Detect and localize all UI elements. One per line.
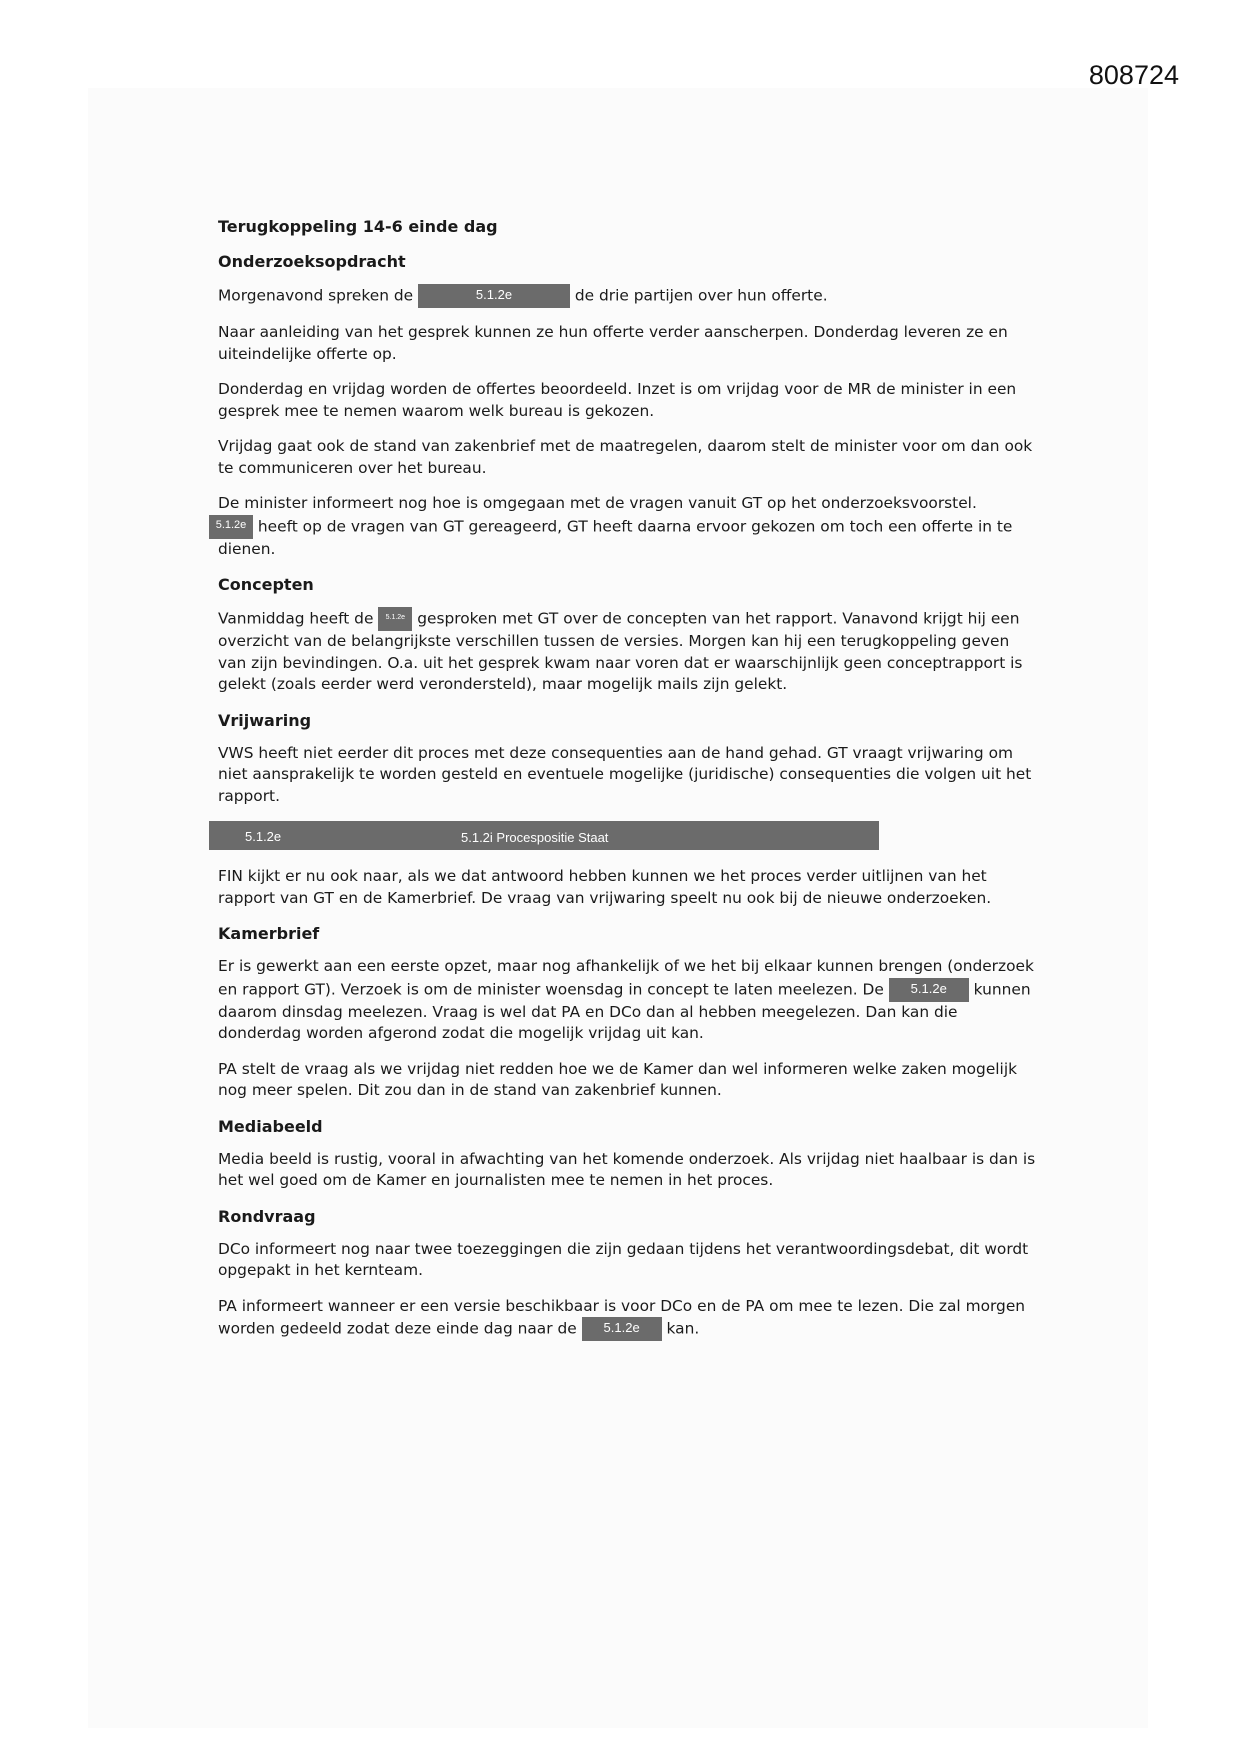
text: Morgenavond spreken de (218, 286, 414, 305)
text: de drie partijen over hun offerte. (574, 286, 828, 305)
heading-onderzoeksopdracht: Onderzoeksopdracht (218, 252, 406, 271)
paragraph (218, 956, 1038, 1045)
paragraph: VWS heeft niet eerder dit proces met deze consequenties aan de hand gehad. GT vraagt vrijwaring om niet aansprakelijk te worden gesteld en eventuele mogelijke (juridische) consequenties die volgen uit het rapport. (218, 743, 1032, 805)
paragraph: Donderdag en vrijdag worden de offertes beoordeeld. Inzet is om vrijdag voor de MR de minister in een gesprek mee te nemen waarom welk bureau is gekozen. (218, 380, 1017, 420)
paragraph: Naar aanleiding van het gesprek kunnen ze hun offerte verder aanscherpen. Donderdag leveren ze en uiteindelijke offerte op. (218, 323, 1008, 363)
paragraph (218, 607, 1038, 696)
paragraph: Media beeld is rustig, vooral in afwachting van het komende onderzoek. Als vrijdag niet haalbaar is dan is het wel goed om de Kamer en journalisten mee te nemen in het proces. (218, 1149, 1036, 1189)
heading-vrijwaring: Vrijwaring (218, 710, 312, 730)
paragraph (218, 284, 1038, 308)
heading-mediabeeld: Mediabeeld (218, 1116, 323, 1136)
text: Er is gewerkt aan een eerste opzet, maar nog afhankelijk of we het bij elkaar kunnen brengen (onderzoek en rapport GT). Verzoek is om de minister woensdag in concept te laten meelezen. De (218, 957, 1034, 998)
heading-kamerbrief: Kamerbrief (218, 924, 320, 943)
document-number: 808724 (1088, 60, 1179, 90)
text: kunnen daarom dinsdag meelezen. Vraag is wel dat PA en DCo dan al hebben meegelezen. Dan kan die donderdag worden afgerond zodat die mogelijk vrijdag uit kan. (218, 980, 1031, 1042)
redaction-block: 5.1.2e (889, 978, 969, 1002)
document-title: Terugkoppeling 14-6 einde dag (218, 217, 498, 236)
text: kan. (666, 1319, 700, 1338)
paragraph: PA stelt de vraag als we vrijdag niet redden hoe we de Kamer dan wel informeren welke zaken mogelijk nog meer spelen. Dit zou dan in de stand van zakenbrief kunnen. (218, 1059, 1018, 1099)
redaction-block: 5.1.2e (418, 284, 570, 308)
heading-concepten: Concepten (218, 575, 314, 594)
document-body (215, 216, 1038, 1355)
text: gesproken met GT over de concepten van het rapport. Vanavond krijgt hij een overzicht van de belangrijkste verschillen tussen de versies. Morgen kan hij een terugkoppeling geven van zijn bevindingen. O.a. uit het gesprek kwam naar voren dat er waarschijnlijk geen conceptrapport is gelekt (zoals eerder werd verondersteld), maar mogelijk mails zijn gelekt. (218, 609, 1023, 693)
redaction-block: 5.1.2e (209, 515, 253, 539)
heading-rondvraag: Rondvraag (218, 1206, 316, 1226)
redaction-bar (209, 821, 879, 850)
paragraph: Vrijdag gaat ook de stand van zakenbrief met de maatregelen, daarom stelt de minister voor om dan ook te communiceren over het bureau. (218, 437, 1033, 477)
redaction-block: 5.1.2e (378, 607, 412, 631)
redaction-block: 5.1.2e (582, 1317, 662, 1341)
text: PA informeert wanneer er een versie beschikbaar is voor DCo en de PA om mee te lezen. Die zal morgen worden gedeeld zodat deze einde dag naar de (218, 1296, 1026, 1338)
text: De minister informeert nog hoe is omgegaan met de vragen vanuit GT op het onderzoeksvoorstel. (218, 494, 977, 512)
text: Vanmiddag heeft de (218, 609, 374, 628)
paragraph (215, 493, 1038, 560)
redaction-label: 5.1.2e (245, 829, 282, 844)
text: heeft op de vragen van GT gereageerd, GT heeft daarna ervoor gekozen om toch een offerte in te dienen. (218, 517, 1013, 558)
paragraph (218, 1296, 1038, 1342)
redaction-label: 5.1.2i Procespositie Staat (461, 830, 609, 845)
paragraph: DCo informeert nog naar twee toezeggingen die zijn gedaan tijdens het verantwoordingsdebat, dit wordt opgepakt in het kernteam. (218, 1239, 1029, 1279)
paragraph: FIN kijkt er nu ook naar, als we dat antwoord hebben kunnen we het proces verder uitlijnen van het rapport van GT en de Kamerbrief. De vraag van vrijwaring speelt nu ook bij de nieuwe onderzoeken. (218, 867, 992, 907)
